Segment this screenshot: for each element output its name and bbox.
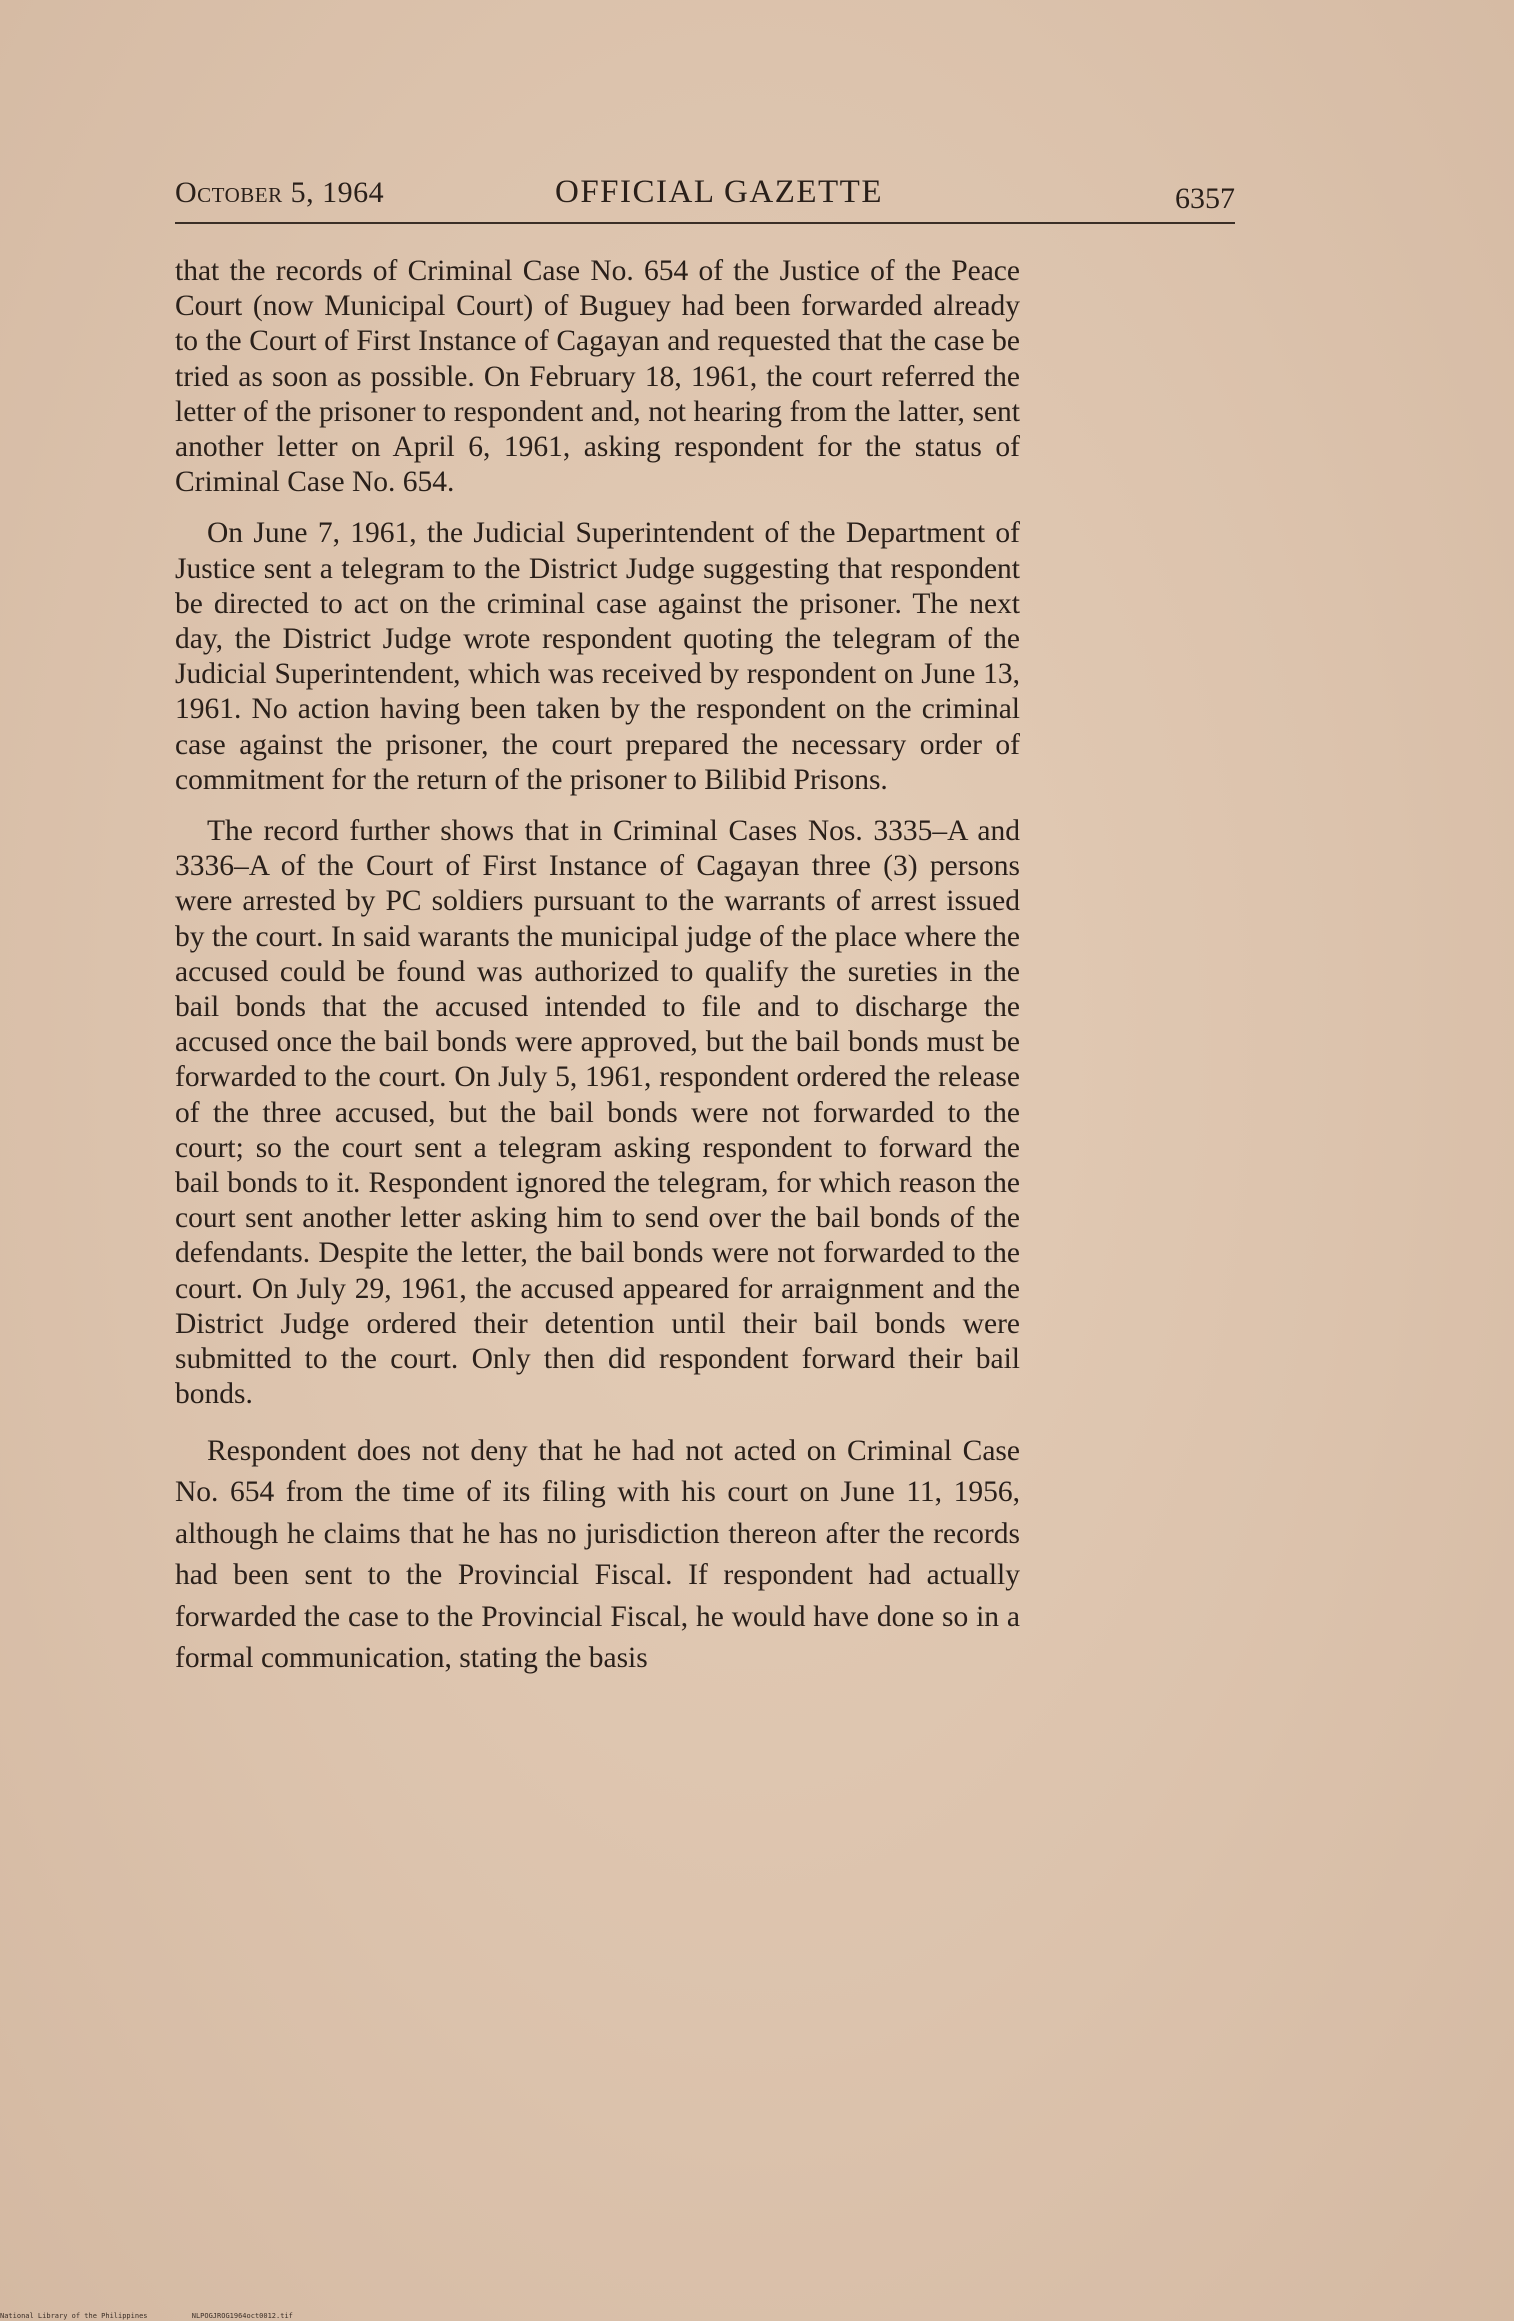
paragraph-1: that the records of Criminal Case No. 654 of the Justice of the Peace Court (now Municipal Court) of Buguey had been forwarded already to the Court of First Instance of Cagayan and requested that the case be tried as soon as possible. On February 18, 1961, the court referred the letter of the prisoner to respondent and, not hearing from the latter, sent another letter on April 6, 1961, asking respondent for the status of Criminal Case No. 654. <box>175 255 1020 499</box>
footer-file-id: NLPOGJROG1964oct0012.tif <box>191 2312 293 2320</box>
footer-library: National Library of the Philippines <box>0 2312 148 2320</box>
article-body <box>175 254 1020 1680</box>
header-date: October 5, 1964 <box>175 176 385 209</box>
paragraph-4: Respondent does not deny that he had not acted on Criminal Case No. 654 from the time of its filing with his court on June 11, 1956, although he claims that he has no jurisdiction thereon after the records had been sent to the Provincial Fiscal. If respondent had actually forwarded the case to the Provincial Fiscal, he would have done so in a formal communication, stating the basis <box>175 1434 1020 1674</box>
paragraph-2: On June 7, 1961, the Judicial Superintendent of the Department of Justice sent a telegram to the District Judge suggesting that respondent be directed to act on the criminal case against the prisoner. The next day, the District Judge wrote respondent quoting the telegram of the Judicial Superintendent, which was received by respondent on June 13, 1961. No action having been taken by the respondent on the criminal case against the prisoner, the court prepared the necessary order of commitment for the return of the prisoner to Bilibid Prisons. <box>175 517 1020 796</box>
publication-title: OFFICIAL GAZETTE <box>555 174 883 210</box>
paragraph-3: The record further shows that in Criminal Cases Nos. 3335–A and 3336–A of the Court of First Instance of Cagayan three (3) persons were arrested by PC soldiers pursuant to the warrants of arrest issued by the court. In said warants the municipal judge of the place where the accused could be found was authorized to qualify the sureties in the bail bonds that the accused intended to file and to discharge the accused once the bail bonds were approved, but the bail bonds must be forwarded to the court. On July 5, 1961, respondent ordered the release of the three accused, but the bail bonds were not forwarded to the court; so the court sent a telegram asking respondent to forward the bail bonds to it. Respondent ignored the telegram, for which reason the court sent another letter asking him to send over the bail bonds of the defendants. Despite the letter, the bail bonds were not forwarded to the court. On July 29, 1961, the accused appeared for arraignment and the District Judge ordered their detention until their bail bonds were submitted to the court. Only then did respondent forward their bail bonds. <box>175 815 1020 1411</box>
header-divider <box>175 222 1235 224</box>
page-header <box>175 170 1235 230</box>
scan-footer <box>0 2312 293 2320</box>
page-number: 6357 <box>1175 182 1235 215</box>
